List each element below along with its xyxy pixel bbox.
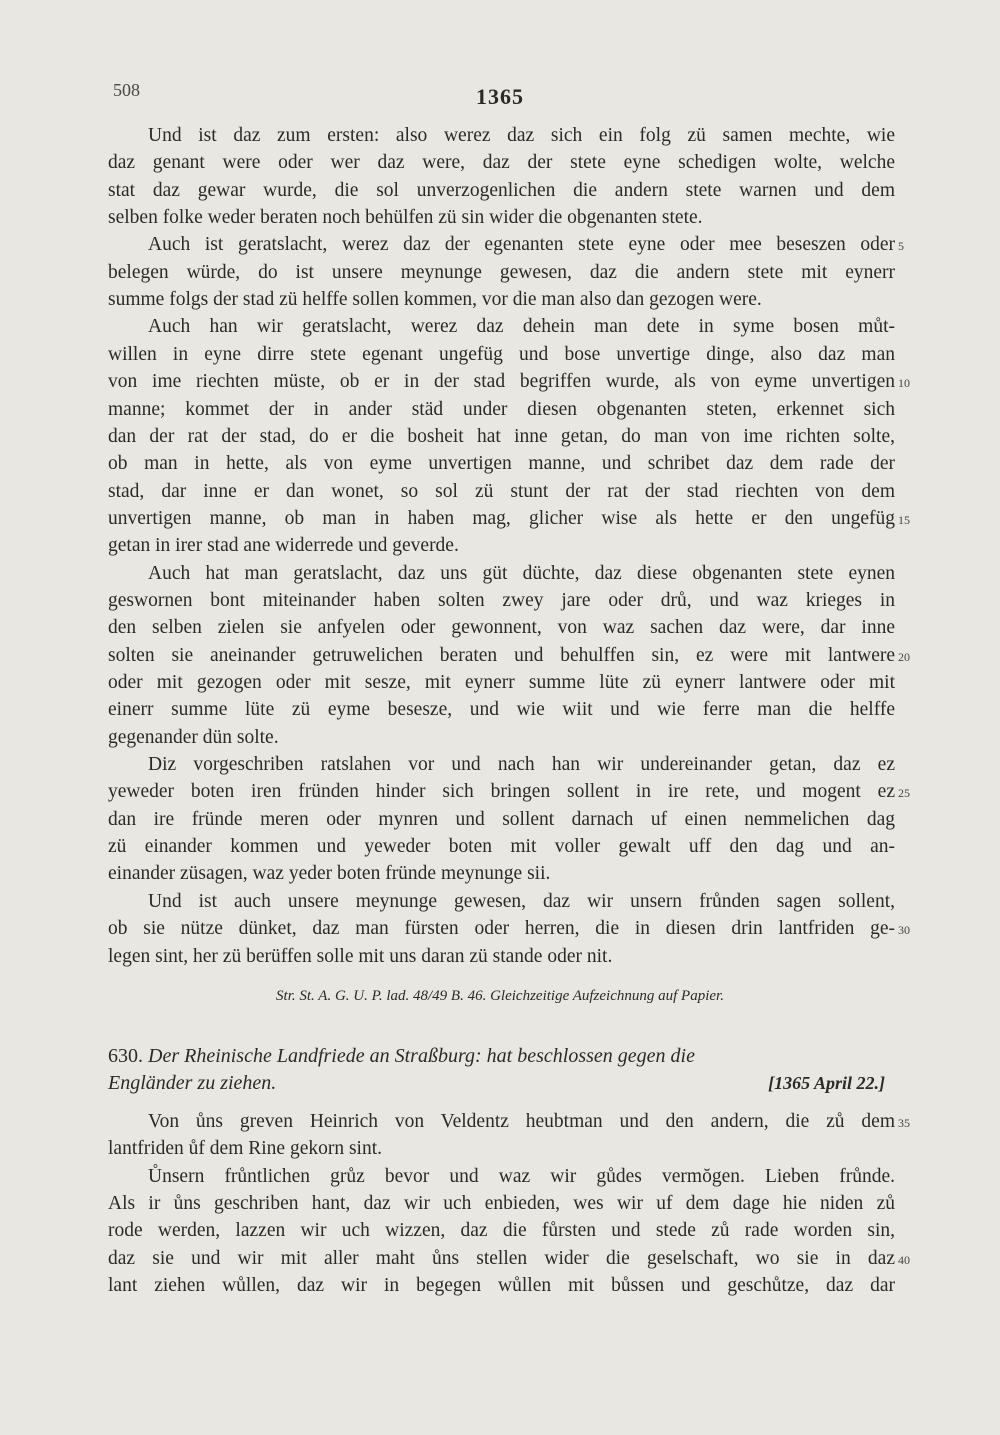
text-line: Auch han wir geratslacht, werez daz dehein man dete in syme bosen můt-	[148, 316, 895, 338]
page-number: 508	[113, 80, 140, 100]
text-line: legen sint, her zü berüffen solle mit uns daran zü stande oder nit.	[108, 945, 613, 967]
text-line: dan der rat der stad, do er die bosheit hat inne getan, do man von ime richten solte,	[108, 425, 895, 447]
text-line: gegenander dün solte.	[108, 726, 279, 748]
text-line: ob man in hette, als von eyme unvertigen manne, und schribet daz dem rade der	[108, 453, 895, 475]
text-line: stat daz gewar wurde, die sol unverzogenlichen die andern stete warnen und dem	[108, 179, 895, 201]
text-line: daz genant were oder wer daz were, daz der stete eyne schedigen wolte, welche	[108, 152, 895, 174]
text-line: Und ist auch unsere meynunge gewesen, daz wir unsern frůnden sagen sollent,	[148, 890, 895, 912]
text-line: Auch hat man geratslacht, daz uns güt düchte, daz diese obgenanten stete eynen	[148, 562, 895, 584]
line-number: 30	[898, 923, 910, 938]
document-number: 630.	[108, 1045, 143, 1067]
text-line: summe folgs der stad zü helffe sollen kommen, vor die man also dan gezogen were.	[108, 289, 762, 311]
text-line: lant ziehen wůllen, daz wir in begegen wůllen mit bůssen und geschůtze, daz dar	[108, 1274, 895, 1296]
text-line: lantfriden ůf dem Rine gekorn sint.	[108, 1138, 383, 1160]
document-heading-cont	[108, 1070, 895, 1097]
line-number: 25	[898, 786, 910, 801]
source-citation: Str. St. A. G. U. P. lad. 48/49 B. 46. Gleichzeitige Aufzeichnung auf Papier.	[276, 988, 724, 1004]
text-line: einander züsagen, waz yeder boten fründe meynunge sii.	[108, 863, 551, 885]
text-line: oder mit gezogen oder mit sesze, mit eynerr summe lüte zü eynerr lantwere oder mit	[108, 672, 895, 693]
text-line: dan ire fründe meren oder mynren und sollent darnach uf einen nemmelichen dag	[108, 808, 895, 830]
text-line: geswornen bont miteinander haben solten zwey jare oder drů, und waz krieges in	[108, 589, 895, 611]
text-line: rode werden, lazzen wir uch wizzen, daz die fůrsten und stede zů rade worden sin,	[108, 1220, 895, 1242]
text-line: Diz vorgeschriben ratslahen vor und nach han wir undereinander getan, daz ez	[148, 754, 895, 776]
line-number: 40	[898, 1252, 910, 1267]
text-line: stad, dar inne er dan wonet, so sol zü stunt der rat der stad riechten von dem	[108, 480, 895, 502]
text-line: solten sie aneinander getruwelichen beraten und behulffen sin, ez were mit lantwere	[108, 644, 895, 666]
text-line: unvertigen manne, ob man in haben mag, glicher wise als hette er den ungefüg	[108, 507, 895, 529]
text-line: Von ůns greven Heinrich von Veldentz heubtman und den andern, die zů dem	[148, 1111, 895, 1132]
text-line: belegen würde, do ist unsere meynunge gewesen, daz die andern stete mit eynerr	[108, 261, 895, 283]
text-line: manne; kommet der in ander städ under diesen obgenanten steten, erkennet sich	[108, 398, 895, 420]
text-line: daz sie und wir mit aller maht ůns stellen wider die geselschaft, wo sie in daz	[108, 1247, 895, 1269]
text-line: von ime riechten müste, ob er in der stad begriffen wurde, als von eyme unvertigen	[108, 371, 895, 393]
text-line: getan in irer stad ane widerrede und geverde.	[108, 535, 459, 557]
text-line: Auch ist geratslacht, werez daz der egenanten stete eyne oder mee beseszen oder	[148, 234, 895, 256]
text-line: Ůnsern frůntlichen grůz bevor und waz wir gůdes vermŏgen. Lieben frůnde.	[148, 1165, 895, 1187]
text-line: den selben zielen sie anfyelen oder gewonnent, von waz sachen daz were, dar inne	[108, 617, 895, 639]
document-heading	[108, 1043, 895, 1070]
text-line: Und ist daz zum ersten: also werez daz sich ein folg zü samen mechte, wie	[148, 125, 895, 146]
line-number: 5	[898, 239, 904, 254]
line-number: 35	[898, 1116, 910, 1130]
text-line: yeweder boten iren fründen hinder sich bringen sollent in ire rete, und mogent ez	[108, 781, 895, 803]
document-title-cont: Engländer zu ziehen.	[108, 1072, 277, 1094]
text-line: zü einander kommen und yeweder boten mit voller gewalt uff den dag und an-	[108, 836, 895, 858]
text-line: willen in eyne dirre stete egenant ungefüg und bose unvertige dinge, also daz man	[108, 343, 895, 365]
running-head-year: 1365	[476, 84, 524, 109]
document-title: Der Rheinische Landfriede an Straßburg: hat beschlossen gegen die	[148, 1045, 695, 1067]
text-line: selben folke weder beraten noch behülfen zü sin wider die obgenanten stete.	[108, 207, 703, 229]
document-date: [1365 April 22.]	[768, 1073, 885, 1093]
text-line: ob sie nütze dünket, daz man fürsten oder herren, die in diesen drin lantfriden ge-	[108, 918, 895, 940]
line-number: 10	[898, 376, 910, 391]
line-number: 15	[898, 512, 910, 527]
text-line: Als ir ůns geschriben hant, daz wir uch enbieden, wes wir uf dem dage hie niden zů	[108, 1192, 895, 1214]
text-line: einerr summe lüte zü eyme besesze, und wie wiit und wie ferre man die helffe	[108, 699, 895, 721]
line-number: 20	[898, 649, 910, 664]
